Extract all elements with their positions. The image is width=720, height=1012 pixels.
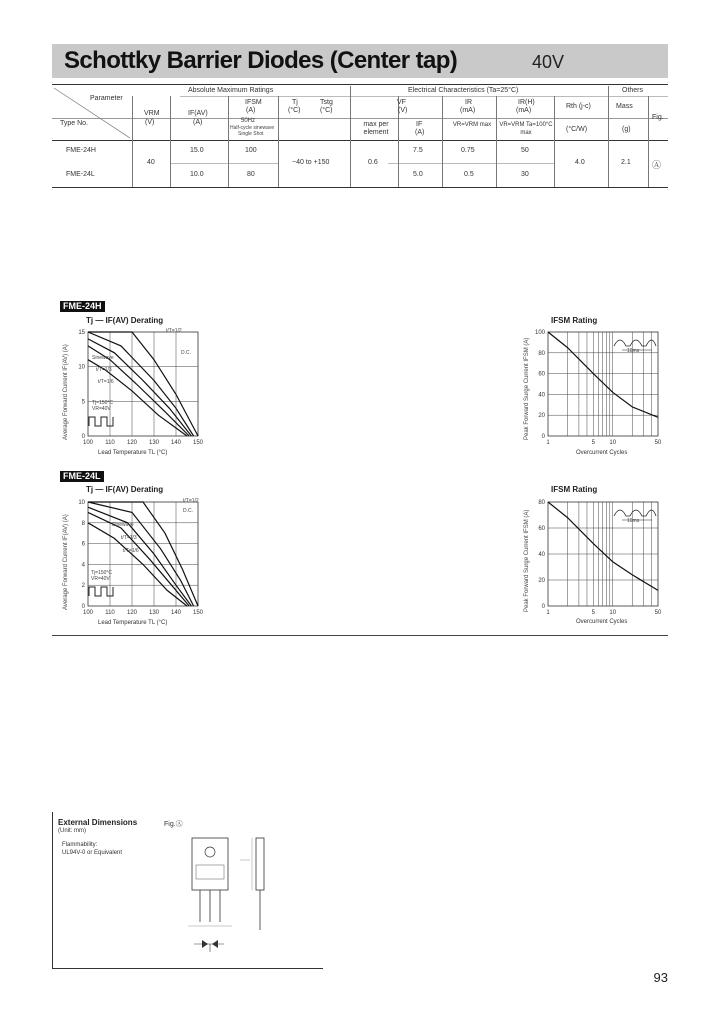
hdr-rth: Rth (j-c) <box>566 103 591 110</box>
ifsm2-xtick: 10 <box>609 610 617 616</box>
hdr-ifav: IF(AV) <box>188 110 208 117</box>
derating-xlabel-1: Lead Temperature TL (°C) <box>98 450 168 456</box>
dim-fig: Fig.Ⓐ <box>164 821 183 828</box>
hdr-mass: Mass <box>616 103 633 110</box>
hdr-if: IF <box>416 121 423 128</box>
hdr-vrm: VRM <box>144 110 160 117</box>
derating-chart-fme24l <box>70 496 210 622</box>
hdr-vf-unit: (V) <box>398 107 408 114</box>
der2-ytick: 4 <box>81 562 85 569</box>
page-title: Schottky Barrier Diodes (Center tap) <box>64 47 458 74</box>
ifsm-ylabel-2: Peak Forward Surge Current IFSM (A) <box>524 509 530 612</box>
der2-xtick: 140 <box>170 610 182 616</box>
section-tag-fme24l: FME-24L <box>60 471 104 482</box>
hdr-elec: Electrical Characteristics (Ta=25°C) <box>408 87 519 94</box>
hdr-ifsm-note2: Half-cycle sinewave <box>230 125 275 131</box>
der2-label-13: t/T=1/3 <box>121 535 137 541</box>
der2-ytick: 0 <box>81 604 85 610</box>
section-divider <box>52 635 668 636</box>
der2-ytick: 6 <box>81 541 85 548</box>
der1-xtick: 150 <box>192 440 204 446</box>
ifsm1-legend: 10ms <box>627 348 640 354</box>
ifsm1-xtick: 1 <box>546 440 550 446</box>
der2-xtick: 150 <box>192 610 204 616</box>
row1-type: FME-24H <box>66 147 96 154</box>
ifsm2-ytick: 60 <box>538 526 545 532</box>
voltage-rating: 40V <box>532 52 565 72</box>
derating-ylabel-1: Average Forward Current IF(AV) (A) <box>63 344 69 440</box>
package-drawing <box>180 830 290 955</box>
der1-ytick: 15 <box>78 330 85 336</box>
derating-xlabel-2: Lead Temperature TL (°C) <box>98 620 168 626</box>
der2-label-16: t/T=1/6 <box>123 548 139 554</box>
der2-label-vr: VR=40V <box>91 576 110 582</box>
ifsm1-ytick: 60 <box>538 371 545 378</box>
derating-chart-fme24h <box>70 326 210 452</box>
ifsm2-ytick: 40 <box>538 552 545 558</box>
row2-ifav: 10.0 <box>190 171 204 178</box>
derating-title-2: Tj — IF(AV) Derating <box>86 485 164 494</box>
hdr-vrm-unit: (V) <box>145 119 155 126</box>
ifsm2-ytick: 0 <box>541 604 545 610</box>
title-bar <box>52 44 668 78</box>
ifsm1-ytick: 80 <box>538 350 545 357</box>
der1-ytick: 0 <box>81 434 85 440</box>
shared-fig: Ⓐ <box>652 160 662 170</box>
hdr-irh: IR(H) <box>518 99 535 106</box>
der2-pulse-icon <box>88 584 118 598</box>
der2-xtick: 130 <box>148 610 160 616</box>
row2-type: FME-24L <box>66 171 95 178</box>
row1-ir: 0.75 <box>461 147 475 154</box>
der1-xtick: 110 <box>105 440 115 446</box>
ifsm1-ytick: 0 <box>541 434 545 440</box>
derating-title-1: Tj — IF(AV) Derating <box>86 316 164 325</box>
hdr-irh-unit: (mA) <box>516 107 532 114</box>
hdr-tstg-unit: (°C) <box>320 107 333 114</box>
hdr-type-no: Type No. <box>60 120 89 127</box>
hdr-ir: IR <box>465 99 472 106</box>
row2-ir: 0.5 <box>464 171 474 178</box>
ifsm1-xtick: 50 <box>654 440 662 446</box>
der2-xtick: 110 <box>105 610 115 616</box>
der2-ytick: 8 <box>81 520 85 527</box>
dim-note2: UL94V-0 or Equivalent <box>62 850 123 856</box>
shared-rth: 4.0 <box>575 159 585 166</box>
row2-ifsm: 80 <box>247 171 255 178</box>
ifsm1-xtick: 10 <box>609 440 617 446</box>
shared-tj-tstg: −40 to +150 <box>292 159 330 166</box>
ifsm1-ytick: 40 <box>538 392 545 399</box>
der2-label-sine: Sinewave <box>112 522 134 528</box>
hdr-ifsm: IFSM <box>245 99 262 106</box>
row2-if: 5.0 <box>413 171 423 178</box>
dim-note1: Flammability: <box>62 842 98 848</box>
page-number: 93 <box>653 970 668 985</box>
dim-unit: (Unit: mm) <box>58 828 86 834</box>
ifsm-xlabel-2: Overcurrent Cycles <box>576 619 628 625</box>
der2-label-12: t/T=1/2 <box>183 498 199 504</box>
hdr-ir-sub: VR=VRM max <box>452 122 492 128</box>
der1-label-16: t/T=1/6 <box>98 379 114 385</box>
der1-xtick: 140 <box>170 440 182 446</box>
ifsm2-ytick: 20 <box>538 578 545 584</box>
der1-xtick: 100 <box>82 440 94 446</box>
der1-label-sine: Sinewave <box>92 355 114 361</box>
der2-xtick: 120 <box>126 610 138 616</box>
hdr-tj-unit: (°C) <box>288 107 301 114</box>
hdr-abs-max: Absolute Maximum Ratings <box>188 87 274 94</box>
ifsm2-ytick: 80 <box>538 500 545 506</box>
der1-label-12: t/T=1/2 <box>166 328 182 334</box>
hdr-mass-unit: (g) <box>622 126 631 133</box>
der2-label-dc: D.C. <box>183 508 193 514</box>
hdr-ifsm-note: 50Hz <box>241 118 256 124</box>
der2-xtick: 100 <box>82 610 94 616</box>
ifsm2-xtick: 50 <box>654 610 662 616</box>
der1-ytick: 5 <box>81 399 85 406</box>
der2-ytick: 10 <box>78 500 85 506</box>
der1-label-tj: Tj=150°C <box>92 400 114 406</box>
section-tag-fme24h: FME-24H <box>60 301 105 312</box>
ifsm1-xtick: 5 <box>591 440 595 446</box>
hdr-vf: VF <box>397 99 406 106</box>
der1-ytick: 10 <box>78 364 85 371</box>
ifsm1-ytick: 100 <box>534 330 545 336</box>
hdr-ir-unit: (mA) <box>460 107 476 114</box>
der1-label-dc: D.C. <box>181 350 191 356</box>
ifsm-title-2: IFSM Rating <box>551 485 598 494</box>
shared-vf: 0.6 <box>368 159 378 166</box>
hdr-parameter: Parameter <box>90 95 123 102</box>
row2-irh: 30 <box>521 171 529 178</box>
row1-if: 7.5 <box>413 147 423 154</box>
ifsm-title-1: IFSM Rating <box>551 316 598 325</box>
hdr-ifav-unit: (A) <box>193 119 203 126</box>
ifsm2-xtick: 5 <box>591 610 595 616</box>
hdr-vf-sub: max per element <box>363 121 389 136</box>
der1-pulse-icon <box>88 414 118 428</box>
hdr-fig: Fig. <box>652 114 664 121</box>
ifsm1-ytick: 20 <box>538 413 545 420</box>
ifsm-xlabel-1: Overcurrent Cycles <box>576 450 628 456</box>
hdr-ifsm-unit: (A) <box>246 107 256 114</box>
dim-title: External Dimensions <box>58 818 138 827</box>
row1-ifav: 15.0 <box>190 147 204 154</box>
hdr-rth-unit: (°C/W) <box>566 126 588 133</box>
der1-label-vr: VR=40V <box>92 406 111 412</box>
hdr-ifsm-note3: Single Shot <box>238 131 264 137</box>
der2-ytick: 2 <box>81 583 85 590</box>
hdr-irh-sub: VR=VRM Ta=100°C max <box>499 122 553 136</box>
row1-ifsm: 100 <box>245 147 257 154</box>
hdr-if-unit: (A) <box>415 129 425 136</box>
hdr-tj: Tj <box>292 99 298 106</box>
ifsm2-legend: 10ms <box>627 518 640 524</box>
shared-vrm: 40 <box>147 159 155 166</box>
shared-mass: 2.1 <box>621 159 631 166</box>
der1-label-13: t/T=1/3 <box>96 367 112 373</box>
hdr-others: Others <box>622 87 644 94</box>
ifsm-ylabel-1: Peak Forward Surge Current IFSM (A) <box>524 337 530 440</box>
der2-label-tj: Tj=150°C <box>91 570 113 576</box>
ifsm2-xtick: 1 <box>546 610 550 616</box>
der1-xtick: 120 <box>126 440 138 446</box>
row1-irh: 50 <box>521 147 529 154</box>
derating-ylabel-2: Average Forward Current IF(AV) (A) <box>63 514 69 610</box>
hdr-tstg: Tstg <box>320 99 333 106</box>
der1-xtick: 130 <box>148 440 160 446</box>
